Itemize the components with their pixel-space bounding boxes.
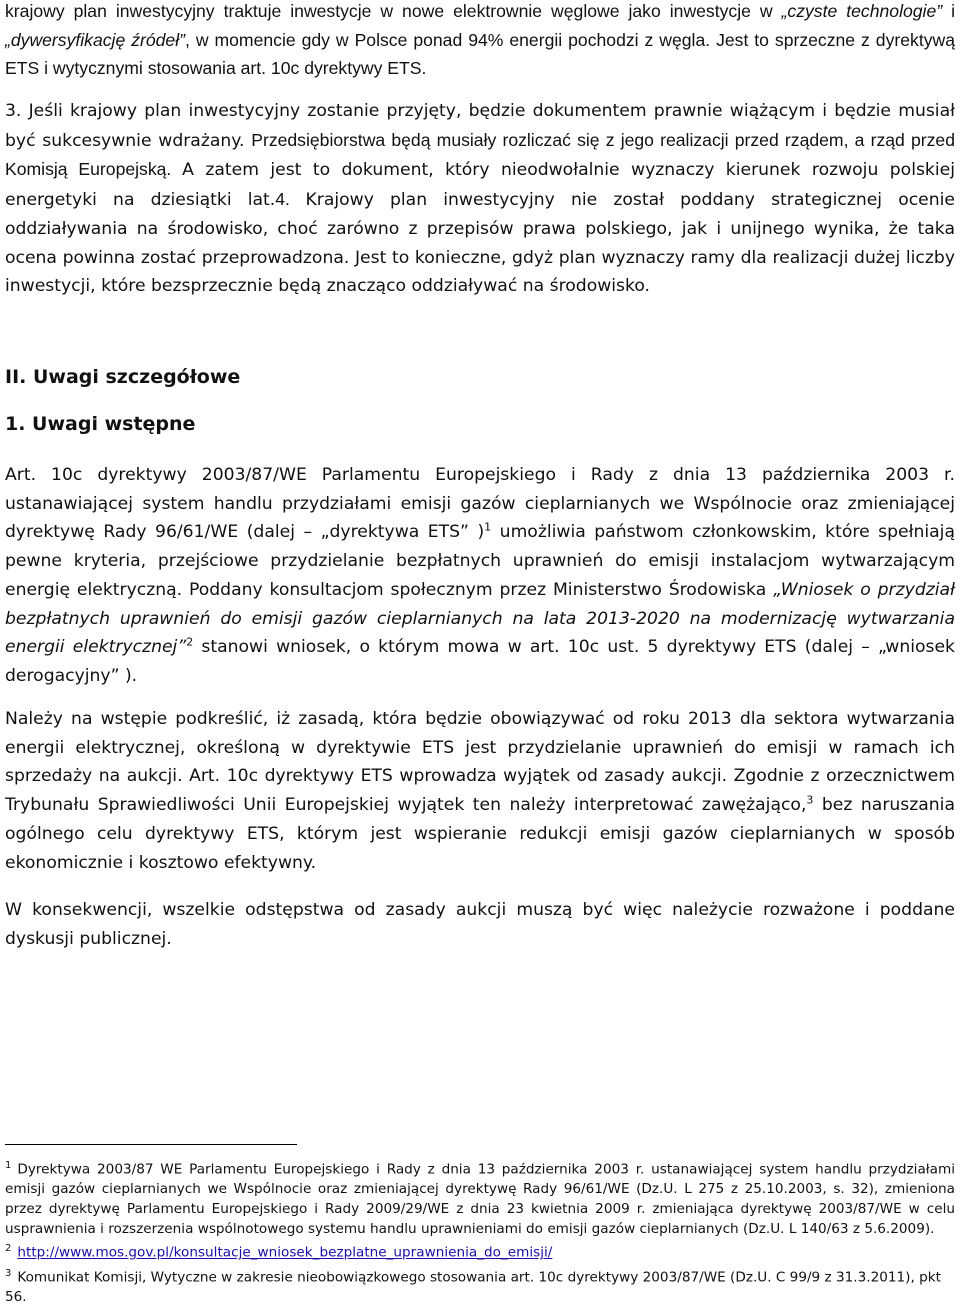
paragraph-top xyxy=(5,0,955,83)
italic-document-title: „Wniosek o przydział bezpłatnych uprawnień do emisji gazów cieplarnianych na lata 2013-2020 na modernizację wytwarzania energii elektrycznej” xyxy=(5,579,955,658)
section-heading-block xyxy=(5,366,955,388)
paragraph-conclusion-block xyxy=(5,896,955,953)
text-run: krajowy plan inwestycyjny traktuje inwestycje w nowe elektrownie węglowe jako inwestycje w xyxy=(5,1,782,21)
text-run: Krajowy plan inwestycyjny nie został poddany strategicznej ocenie oddziaływania na środowisko, choć zarówno z przepisów prawa polskiego, jak i unijnego wynika, że taka ocena powinna zostać przeprowadzona. Jest to konieczne, gdyż plan wyznaczy ramy dla realizacji dużej liczby inwestycji, które bezsprzecznie będą znacząco oddziaływać na środowisko. xyxy=(5,190,955,297)
text-run: i xyxy=(942,1,956,21)
footnote-number: 3 xyxy=(5,1267,12,1279)
section-heading: II. Uwagi szczegółowe xyxy=(5,366,241,388)
italic-quote-diversification: „dywersyfikację źródeł” xyxy=(5,29,185,50)
paragraph-point-3 xyxy=(5,97,955,301)
text-run: bez naruszania ogólnego celu dyrektywy ETS, którym jest wspieranie redukcji emisji gazów cieplarnianych w sposób ekonomicznie i kosztowo efektywny. xyxy=(5,795,955,873)
footnote-text: Dyrektywa 2003/87 WE Parlamentu Europejskiego i Rady z dnia 13 października 2003 r. ustanawiającej system handlu przydziałami emisji gazów cieplarnianych we Wspólnocie oraz zmieniającej dyrektywę Rady 96/61/WE (Dz.U. L 275 z 25.10.2003, s. 32), zmieniona przez dyrektywę Parlamentu Europejskiego i Rady 2009/29/WE z dnia 23 kwietnia 2009 r. zmieniająca dyrektywę 2003/87/WE w celu usprawnienia i rozszerzenia wspólnotowego systemu handlu uprawnieniami do emisji gazów cieplarnianych (Dz.U. L 140/63 z 5.6.2009). xyxy=(5,1161,955,1237)
paragraph-points-3-4 xyxy=(5,97,955,301)
text-run: Art. 10c dyrektywy 2003/87/WE Parlamentu Europejskiego i Rady z dnia 13 października 2003 r. ustanawiającej system handlu przydziałami emisji gazów cieplarnianych we Wspólnocie oraz zmieniającej dyrektywę Rady 96/61/WE (dalej – „dyrektywa ETS” ) xyxy=(5,465,955,543)
italic-quote-clean-tech: „czyste technologie” xyxy=(781,1,943,21)
paragraph-conclusion: W konsekwencji, wszelkie odstępstwa od zasady aukcji muszą być więc należycie rozważone i poddane dyskusji publicznej. xyxy=(5,900,955,949)
paragraph-clean-tech xyxy=(5,0,955,83)
subsection-heading-block xyxy=(5,413,955,435)
paragraph-intro xyxy=(5,461,955,691)
point-number-4: 4. xyxy=(275,189,306,210)
text-run: stanowi wniosek, o którym mowa w art. 10c ust. 5 dyrektywy ETS (dalej – „wniosek derogacyjny” ). xyxy=(5,637,955,686)
paragraph-auction-principle xyxy=(5,705,955,877)
footnote-2 xyxy=(5,1239,955,1263)
subsection-heading: 1. Uwagi wstępne xyxy=(5,413,196,435)
paragraph-art-10c xyxy=(5,461,955,691)
footnote-link[interactable]: http://www.mos.gov.pl/konsultacje_wniosek_bezplatne_uprawnienia_do_emisji/ xyxy=(17,1244,553,1261)
text-run: umożliwia państwom członkowskim, które spełniają pewne kryteria, przejściowe przydzielanie bezpłatnych uprawnień do emisji instalacjom wytwarzającym energię elektryczną. Poddany konsultacjom społecznym przez Ministerstwo Środowiska xyxy=(5,522,955,600)
footnote-ref-3[interactable]: 3 xyxy=(806,793,814,807)
text-run: Należy na wstępie podkreślić, iż zasadą, która będzie obowiązywać od roku 2013 dla sektora wytwarzania energii elektrycznej, określoną w dyrektywie ETS jest przydzielanie uprawnień do emisji w ramach ich sprzedaży na aukcji. Art. 10c dyrektywy ETS wprowadza wyjątek od zasady aukcji. Zgodnie z orzecznictwem Trybunału Sprawiedliwości Unii Europejskiej wyjątek ten należy interpretować zawężająco, xyxy=(5,709,955,816)
footnote-divider xyxy=(5,1144,297,1145)
footnote-number: 2 xyxy=(5,1243,12,1255)
paragraph-auction xyxy=(5,705,955,877)
text-run: Przedsiębiorstwa będą musiały rozliczać się z jego realizacji przed rządem, a rząd przed Komisją Europejską. xyxy=(5,129,955,180)
footnote-text: Komunikat Komisji, Wytyczne w zakresie nieobowiązkowego stosowania art. 10c dyrektywy 2003/87/WE (Dz.U. C 99/9 z 31.3.2011), pkt 56. xyxy=(5,1269,941,1305)
footnotes xyxy=(5,1156,955,1308)
text-run: A zatem jest to dokument, który nieodwołalnie wyznaczy kierunek rozwoju polskiej energetyki na dziesiątki lat. xyxy=(5,160,955,211)
footnote-3 xyxy=(5,1264,955,1308)
text-run: 3. Jeśli krajowy plan inwestycyjny zostanie przyjęty, będzie dokumentem prawnie wiążącym i będzie musiał być sukcesywnie wdrażany. xyxy=(5,101,955,151)
footnote-number: 1 xyxy=(5,1160,12,1171)
text-run: , w momencie gdy w Polsce ponad 94% energii pochodzi z węgla. Jest to sprzeczne z dyrektywą ETS i wytycznymi stosowania art. 10c dyrektywy ETS. xyxy=(5,29,955,79)
footnote-ref-1[interactable]: 1 xyxy=(484,520,492,534)
footnote-ref-2[interactable]: 2 xyxy=(186,635,194,649)
footnote-1 xyxy=(5,1156,955,1239)
